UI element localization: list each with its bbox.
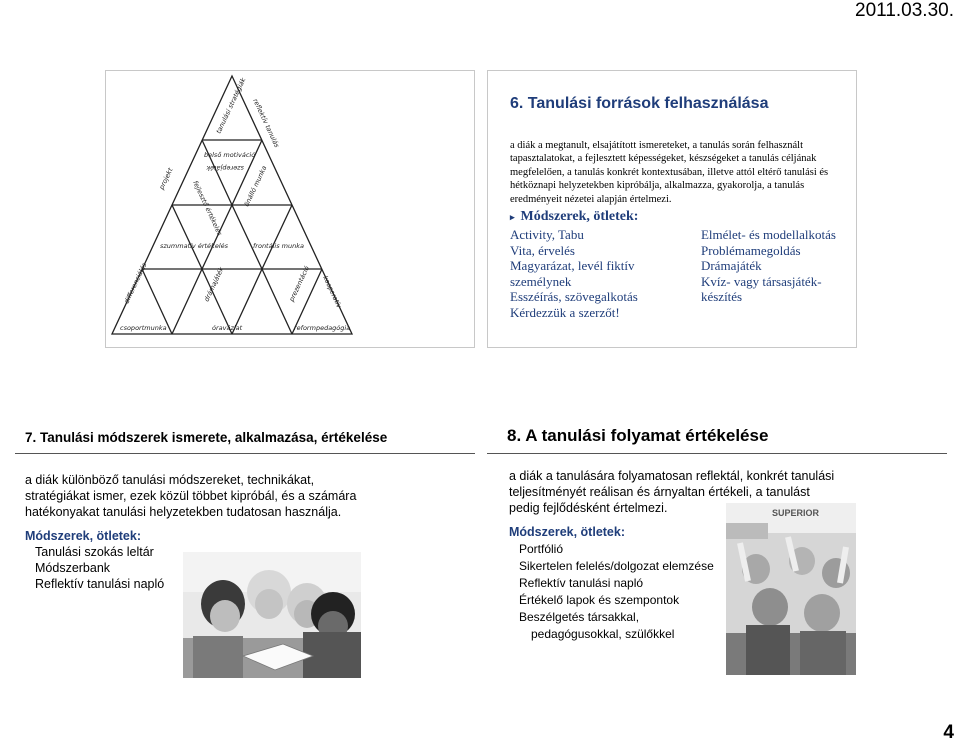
pyramid-label: frontális munka	[253, 242, 304, 250]
pyramid-label: reformpedagógia	[294, 324, 351, 332]
slide-title: 6. Tanulási források felhasználása	[510, 95, 769, 112]
methods-block	[510, 209, 850, 321]
pyramid-label: óravázlat	[212, 324, 243, 332]
slide-body: a diák a megtanult, elsajátított ismereteket, a tanulás során felhasznált tapasztalatokat, a fejlesztett képességeket, készségeket a tanulás céljának megfelelően, a tanulás konkrét kontextusában, illetve attól eltérő tanulási és hétköznapi helyzetekben kipróbálja, alkalmazza, gyakorolja, a tanulás eredményeit nézetei alapján értelmezi.	[510, 140, 829, 205]
method-item: Beszélgetés társakkal,	[519, 610, 640, 624]
method-item: Reflektív tanulási napló	[519, 576, 644, 590]
slide-title: 7. Tanulási módszerek ismerete, alkalmazása, értékelése	[25, 430, 388, 445]
poster-text: SUPERIOR	[772, 508, 820, 518]
pyramid-label: drámajáték	[202, 265, 226, 303]
pyramid-label: reflektív tanulás	[251, 97, 281, 149]
method-item: Esszéírás, szövegalkotás	[510, 289, 638, 305]
pyramid-label: prezentáció	[287, 264, 311, 303]
methods-heading: ▸ Módszerek, ötletek:	[510, 209, 639, 224]
pyramid-label: projekt	[157, 166, 175, 191]
pyramid-puzzle-image	[108, 72, 356, 342]
method-item: Módszerbank	[35, 561, 111, 575]
pyramid-label: kooperatív	[321, 274, 344, 310]
classroom-photo	[726, 503, 856, 675]
pyramid-label: differenciálás	[122, 261, 149, 305]
method-item: Kvíz- vagy társasjáték-készítés	[700, 273, 822, 305]
pyramid-label: csoportmunka	[120, 324, 167, 332]
methods-col-2	[701, 227, 850, 321]
methods-block	[25, 528, 164, 592]
methods-heading: Módszerek, ötletek:	[509, 525, 626, 539]
date-stamp: 2011.03.30.	[855, 0, 954, 21]
pyramid-label: belső motiváció	[204, 151, 256, 159]
divider	[487, 453, 947, 454]
method-item: Vita, érvelés	[510, 242, 575, 258]
method-item: Problémamegoldás	[700, 242, 801, 258]
method-item: pedagógusokkal, szülőkkel	[531, 627, 675, 641]
pyramid-label: tanulási stratégiák	[214, 76, 248, 135]
children-reading-photo	[183, 552, 361, 678]
method-item: Reflektív tanulási napló	[35, 577, 165, 591]
method-item: Elmélet- és modellalkotás	[700, 227, 836, 242]
method-item: Értékelő lapok és szempontok	[519, 593, 680, 607]
slide-body: a diák különböző tanulási módszereket, technikákat, stratégiákat ismer, ezek közül többet kipróbál, és a számára hatékonyakat tanulási helyzetekben tudatosan használja.	[25, 473, 357, 519]
method-item: Magyarázat, levél fiktív személynek	[510, 258, 635, 289]
page-number: 4	[943, 722, 954, 743]
pyramid-label: fejlesztő értékelés	[191, 179, 224, 237]
pyramid-label: önálló munka	[242, 164, 269, 208]
bullet-arrow-icon: ▸	[510, 212, 515, 222]
pyramid-label: szerepjáték	[206, 164, 244, 172]
method-item: Tanulási szokás leltár	[35, 545, 154, 559]
methods-col-1	[510, 227, 669, 321]
methods-block	[509, 524, 714, 643]
slide-body: a diák a tanulására folyamatosan reflektál, konkrét tanulási teljesítményét reálisan és árnyaltan értékeli, a tanulást pedig fejlődésként értelmezi.	[509, 469, 835, 515]
slide-8	[487, 410, 947, 680]
slide-title: 8. A tanulási folyamat értékelése	[507, 426, 769, 445]
methods-heading: Módszerek, ötletek:	[25, 529, 142, 543]
method-item: Sikertelen felelés/dolgozat elemzése	[519, 559, 714, 573]
method-item: Portfólió	[519, 542, 564, 556]
pyramid-label: szummatív értékelés	[160, 242, 229, 250]
method-item: Kérdezzük a szerzőt!	[510, 304, 620, 320]
method-item: Activity, Tabu	[510, 227, 584, 242]
slide-6	[487, 70, 857, 348]
divider	[15, 453, 475, 454]
method-item: Drámajáték	[700, 258, 762, 274]
